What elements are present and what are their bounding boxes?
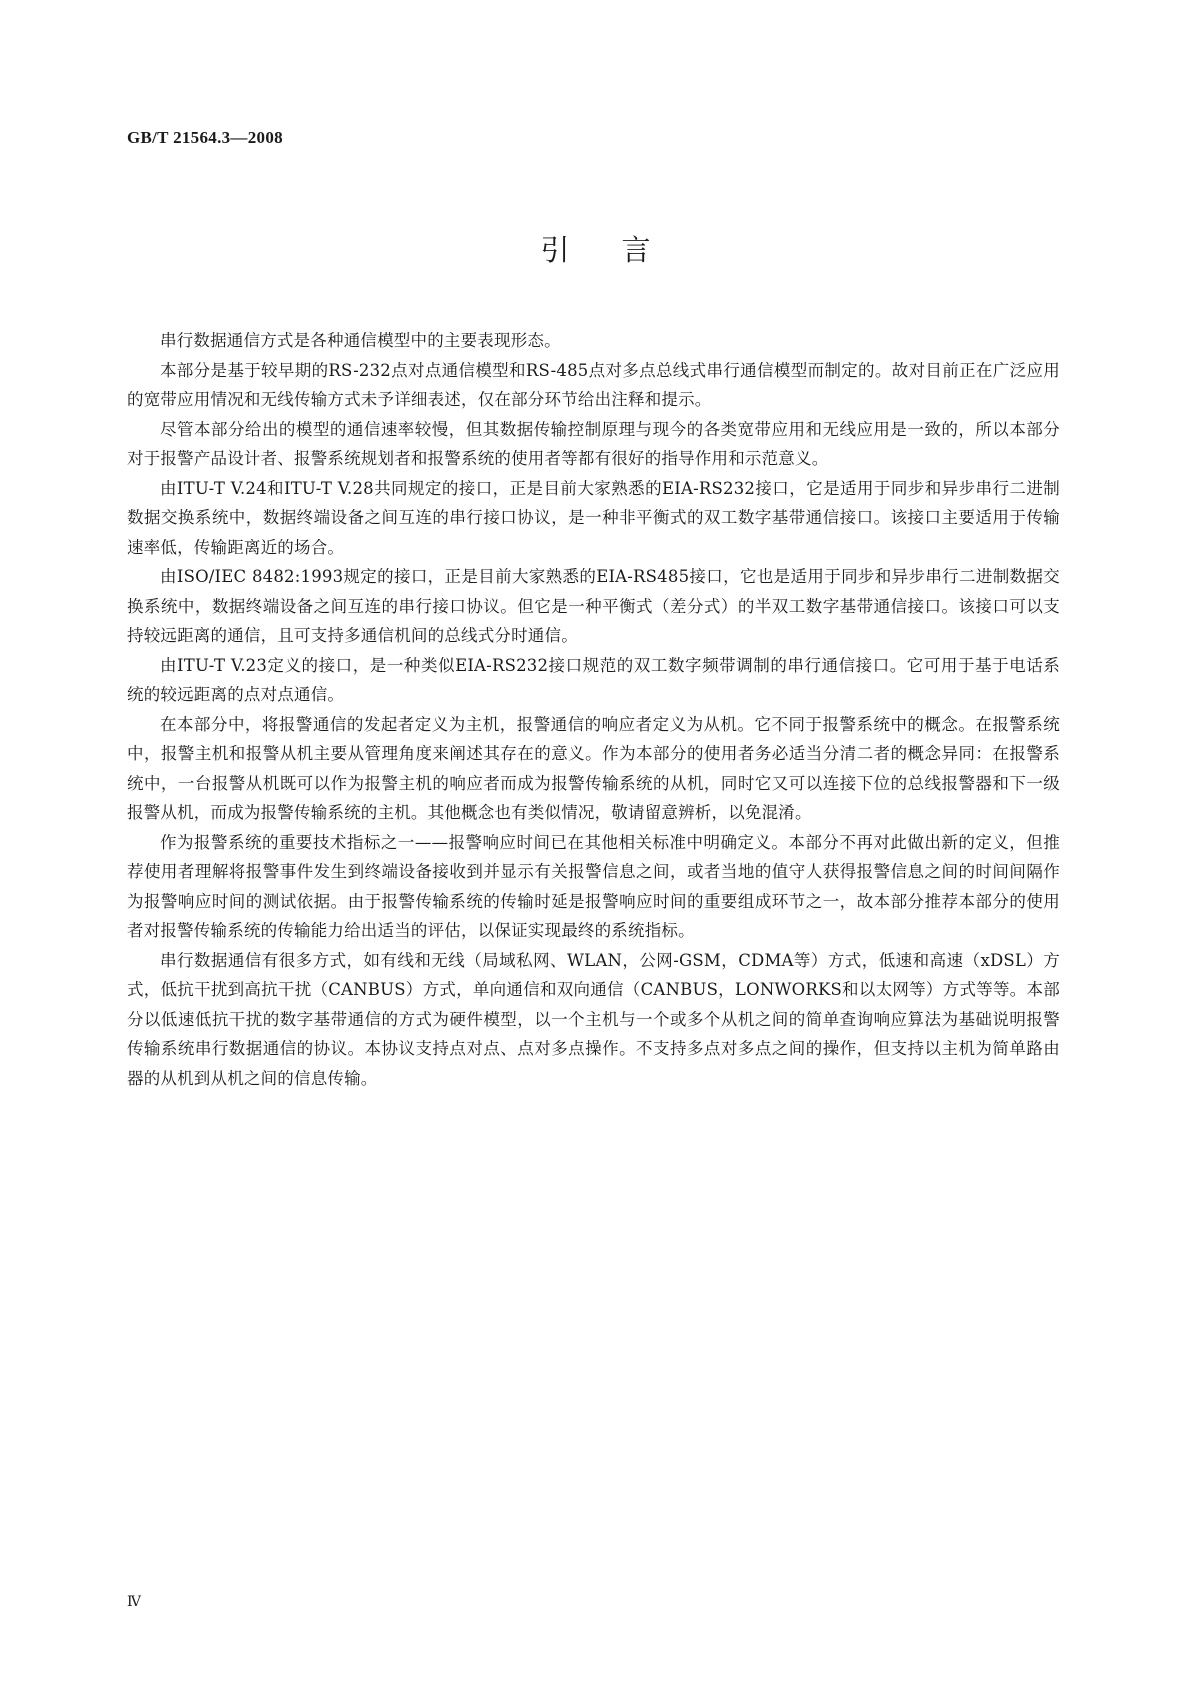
paragraph: 由ITU-T V.24和ITU-T V.28共同规定的接口，正是目前大家熟悉的EIA-RS232接口，它是适用于同步和异步串行二进制数据交换系统中，数据终端设备之间互连的串行接口协议，是一种非平衡式的双工数字基带通信接口。该接口主要适用于传输速率低，传输距离近的场合。	[127, 478, 1060, 557]
paragraph: 由ITU-T V.23定义的接口，是一种类似EIA-RS232接口规范的双工数字频带调制的串行通信接口。它可用于基于电话系统的较远距离的点对点通信。	[127, 655, 1060, 704]
introduction-body	[127, 326, 1060, 1093]
paragraph: 在本部分中，将报警通信的发起者定义为主机，报警通信的响应者定义为从机。它不同于报警系统中的概念。在报警系统中，报警主机和报警从机主要从管理角度来阐述其存在的意义。作为本部分的使用者务必适当分清二者的概念异同：在报警系统中，一台报警从机既可以作为报警主机的响应者而成为报警传输系统的从机，同时它又可以连接下位的总线报警器和下一级报警从机，而成为报警传输系统的主机。其他概念也有类似情况，敬请留意辨析，以免混淆。	[127, 714, 1060, 822]
paragraph: 作为报警系统的重要技术指标之一——报警响应时间已在其他相关标准中明确定义。本部分不再对此做出新的定义，但推荐使用者理解将报警事件发生到终端设备接收到并显示有关报警信息之间，或者当地的值守人获得报警信息之间的时间间隔作为报警响应时间的测试依据。由于报警传输系统的传输时延是报警响应时间的重要组成环节之一，故本部分推荐本部分的使用者对报警传输系统的传输能力给出适当的评估，以保证实现最终的系统指标。	[127, 832, 1060, 940]
paragraph: 本部分是基于较早期的RS-232点对点通信模型和RS-485点对多点总线式串行通信模型而制定的。故对目前正在广泛应用的宽带应用情况和无线传输方式未予详细表述，仅在部分环节给出注释和提示。	[127, 360, 1060, 409]
paragraph: 由ISO/IEC 8482:1993规定的接口，正是目前大家熟悉的EIA-RS485接口，它也是适用于同步和异步串行二进制数据交换系统中，数据终端设备之间互连的串行接口协议。但它是一种平衡式（差分式）的半双工数字基带通信接口。该接口可以支持较远距离的通信，且可支持多通信机间的总线式分时通信。	[127, 567, 1060, 645]
standard-number: GB/T 21564.3—2008	[127, 128, 283, 147]
page-title: 引言	[540, 233, 703, 267]
paragraph: 串行数据通信有很多方式，如有线和无线（局域私网、WLAN，公网-GSM，CDMA等）方式，低速和高速（xDSL）方式，低抗干扰到高抗干扰（CANBUS）方式，单向通信和双向通信（CANBUS，LONWORKS和以太网等）方式等等。本部分以低速低抗干扰的数字基带通信的方式为硬件模型，以一个主机与一个或多个从机之间的简单查询响应算法为基础说明报警传输系统串行数据通信的协议。本协议支持点对点、点对多点操作。不支持多点对多点之间的操作，但支持以主机为简单路由器的从机到从机之间的信息传输。	[127, 950, 1060, 1088]
paragraph: 串行数据通信方式是各种通信模型中的主要表现形态。	[160, 331, 561, 350]
paragraph: 尽管本部分给出的模型的通信速率较慢，但其数据传输控制原理与现今的各类宽带应用和无线应用是一致的，所以本部分对于报警产品设计者、报警系统规划者和报警系统的使用者等都有很好的指导作用和示范意义。	[127, 419, 1060, 468]
page-number: Ⅳ	[127, 1595, 141, 1610]
